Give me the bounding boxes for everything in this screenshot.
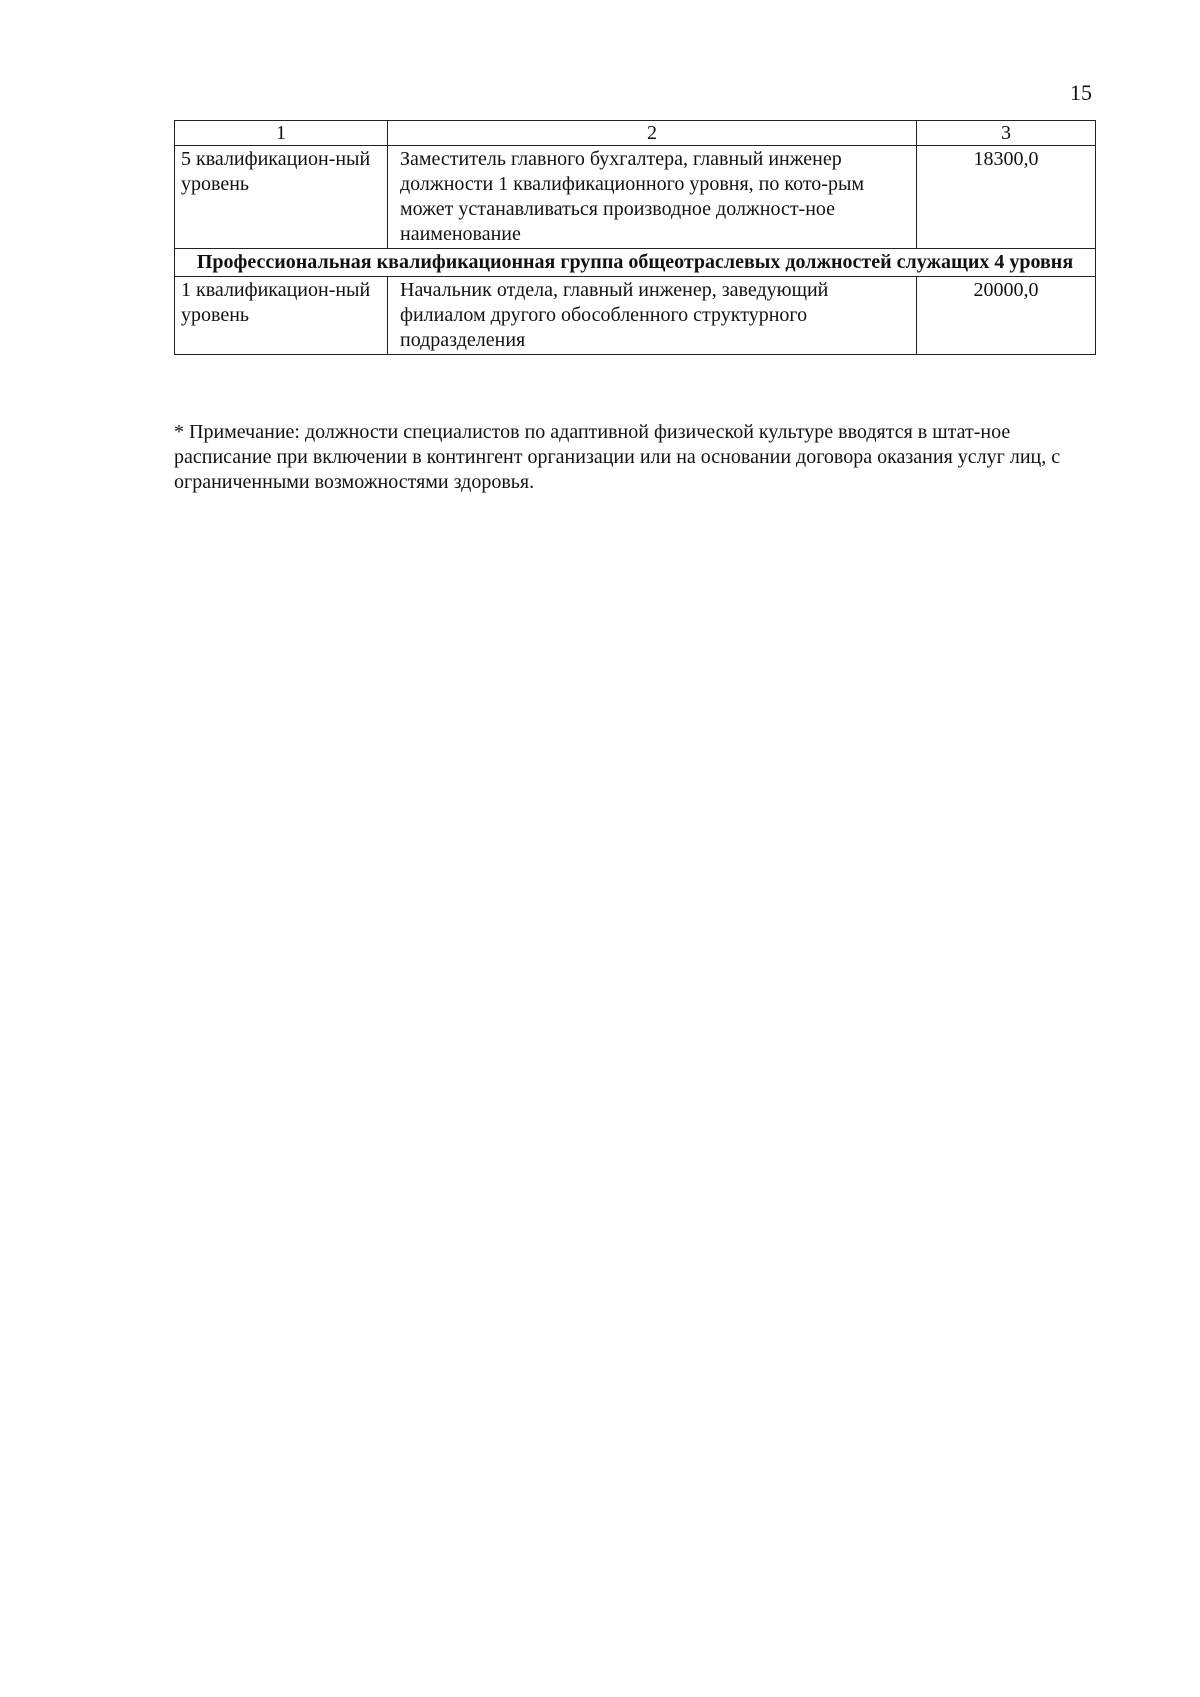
table-row <box>175 277 1096 355</box>
column-header-1: 1 <box>175 121 388 146</box>
page-number: 15 <box>1070 80 1092 105</box>
positions-cell: Начальник отдела, главный инженер, заведующий филиалом другого обособленного структурного подразделения <box>388 277 917 355</box>
salary-table <box>174 120 1096 355</box>
qualification-level: 5 квалификацион-ный уровень <box>175 146 388 249</box>
qualification-level: 1 квалификацион-ный уровень <box>175 277 388 355</box>
column-header-3: 3 <box>917 121 1096 146</box>
group-heading-row <box>175 249 1096 277</box>
table-row <box>175 146 1096 249</box>
column-header-2: 2 <box>388 121 917 146</box>
salary-cell: 18300,0 <box>917 146 1096 249</box>
table-header-row <box>175 121 1096 146</box>
group-heading: Профессиональная квалификационная группа общеотраслевых должностей служащих 4 уровня <box>175 249 1096 277</box>
salary-cell: 20000,0 <box>917 277 1096 355</box>
footnote: * Примечание: должности специалистов по адаптивной физической культуре вводятся в штат-ное расписание при включении в контингент организации или на основании договора оказания услуг лиц, с ограниченными возможностями здоровья. <box>174 421 1061 493</box>
positions-cell: Заместитель главного бухгалтера, главный инженер должности 1 квалификационного уровня, по кото-рым может устанавливаться производное должност-ное наименование <box>388 146 917 249</box>
